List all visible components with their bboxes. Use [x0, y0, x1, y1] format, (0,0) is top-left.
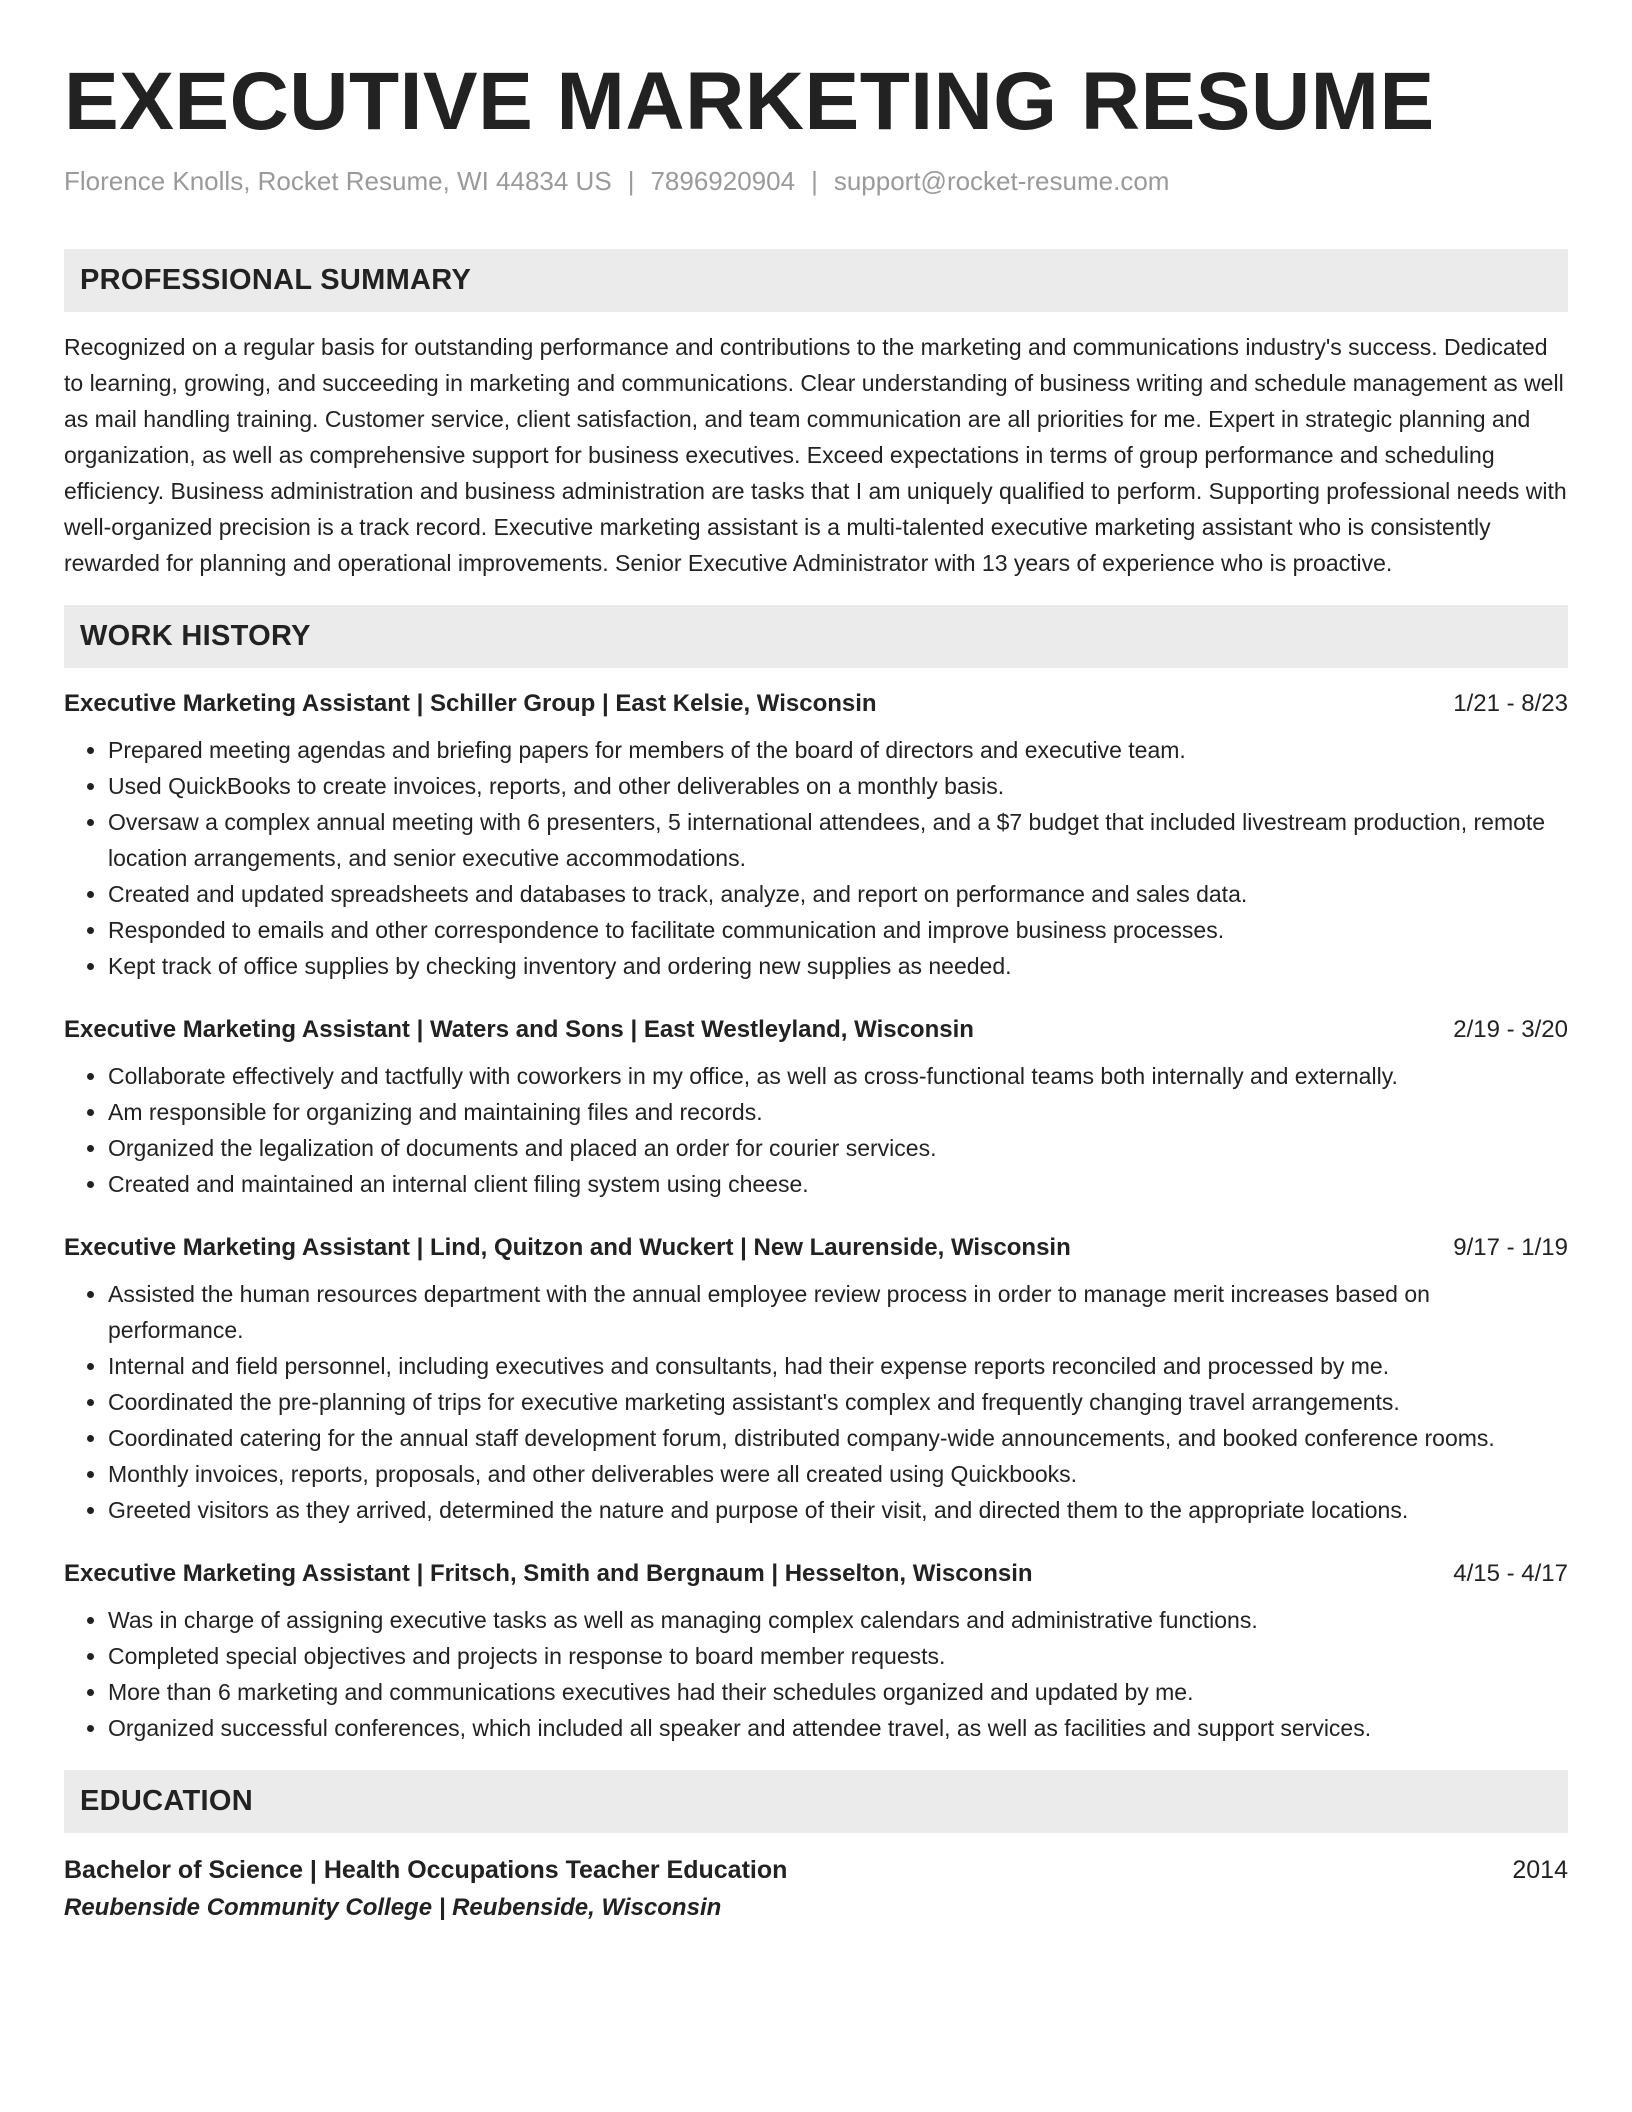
job-bullets: [64, 1602, 1568, 1746]
contact-separator: |: [627, 166, 635, 196]
job-bullet: • Was in charge of assigning executive tasks as well as managing complex calendars and administrative functions.: [108, 1602, 1568, 1638]
job-bullet: • Monthly invoices, reports, proposals, and other deliverables were all created using Quickbooks.: [108, 1456, 1568, 1492]
job-bullet: • Used QuickBooks to create invoices, reports, and other deliverables on a monthly basis.: [108, 768, 1568, 804]
contact-address: Florence Knolls, Rocket Resume, WI 44834 US: [64, 166, 612, 196]
job-entry: [64, 688, 1568, 984]
work-section-heading: WORK HISTORY: [64, 605, 1568, 668]
job-bullet: • More than 6 marketing and communications executives had their schedules organized and updated by me.: [108, 1674, 1568, 1710]
job-bullet: • Created and maintained an internal client filing system using cheese.: [108, 1166, 1568, 1202]
job-bullets: [64, 1058, 1568, 1202]
education-year: 2014: [1512, 1856, 1568, 1884]
job-header: [64, 1232, 1568, 1264]
job-bullet: • Kept track of office supplies by checking inventory and ordering new supplies as needed.: [108, 948, 1568, 984]
job-entry: [64, 1232, 1568, 1528]
job-title: Executive Marketing Assistant | Schiller Group | East Kelsie, Wisconsin: [64, 690, 877, 717]
job-title: Executive Marketing Assistant | Waters and Sons | East Westleyland, Wisconsin: [64, 1016, 974, 1043]
page-title: EXECUTIVE MARKETING RESUME: [64, 56, 1435, 147]
job-bullets: [64, 732, 1568, 984]
job-title: Executive Marketing Assistant | Lind, Quitzon and Wuckert | New Laurenside, Wisconsin: [64, 1234, 1071, 1261]
job-dates: 1/21 - 8/23: [1453, 690, 1568, 717]
contact-separator: |: [811, 166, 818, 196]
contact-phone: 7896920904: [650, 166, 796, 196]
job-bullet: • Organized the legalization of documents and placed an order for courier services.: [108, 1130, 1568, 1166]
job-bullet: • Organized successful conferences, which included all speaker and attendee travel, as well as facilities and support services.: [108, 1710, 1568, 1746]
job-dates: 2/19 - 3/20: [1453, 1016, 1568, 1043]
job-bullet: • Greeted visitors as they arrived, determined the nature and purpose of their visit, and directed them to the appropriate locations.: [108, 1492, 1568, 1528]
job-bullet: • Collaborate effectively and tactfully with coworkers in my office, as well as cross-functional teams both internally and externally.: [108, 1058, 1568, 1094]
job-dates: 9/17 - 1/19: [1453, 1234, 1568, 1261]
job-bullet: • Assisted the human resources department with the annual employee review process in order to manage merit increases based on performance.: [108, 1276, 1568, 1348]
job-entry: [64, 1014, 1568, 1202]
job-title: Executive Marketing Assistant | Fritsch, Smith and Bergnaum | Hesselton, Wisconsin: [64, 1560, 1033, 1587]
job-header: [64, 1014, 1568, 1046]
education-school: Reubenside Community College | Reubenside, Wisconsin: [64, 1894, 722, 1921]
contact-email: support@rocket-resume.com: [833, 166, 1170, 196]
job-entry: [64, 1558, 1568, 1746]
job-bullet: • Created and updated spreadsheets and databases to track, analyze, and report on performance and sales data.: [108, 876, 1568, 912]
job-bullet: • Completed special objectives and projects in response to board member requests.: [108, 1638, 1568, 1674]
job-bullet: • Coordinated catering for the annual staff development forum, distributed company-wide announcements, and booked conference rooms.: [108, 1420, 1568, 1456]
job-bullet: • Oversaw a complex annual meeting with 6 presenters, 5 international attendees, and a $7 budget that included livestream production, remote location arrangements, and senior executive accommodations.: [108, 804, 1568, 876]
education-section-heading: EDUCATION: [64, 1770, 1568, 1833]
job-dates: 4/15 - 4/17: [1453, 1560, 1568, 1587]
summary-section-heading: PROFESSIONAL SUMMARY: [64, 249, 1568, 312]
job-header: [64, 1558, 1568, 1590]
job-bullets: [64, 1276, 1568, 1528]
job-bullet: • Internal and field personnel, including executives and consultants, had their expense reports reconciled and processed by me.: [108, 1348, 1568, 1384]
summary-text: Recognized on a regular basis for outstanding performance and contributions to the marketing and communications industry's success. Dedicated to learning, growing, and succeeding in marketing and communications. Clear understanding of business writing and schedule management as well as mail handling training. Customer service, client satisfaction, and team communication are all priorities for me. Expert in strategic planning and organization, as well as comprehensive support for business executives. Exceed expectations in terms of group performance and scheduling efficiency. Business administration and business administration are tasks that I am uniquely qualified to perform. Supporting professional needs with well-organized precision is a track record. Executive marketing assistant is a multi-talented executive marketing assistant who is consistently rewarded for planning and operational improvements. Senior Executive Administrator with 13 years of experience who is proactive.: [64, 334, 1567, 576]
job-header: [64, 688, 1568, 720]
education-header: [64, 1853, 1568, 1887]
job-bullet: • Responded to emails and other correspondence to facilitate communication and improve business processes.: [108, 912, 1568, 948]
job-bullet: • Prepared meeting agendas and briefing papers for members of the board of directors and executive team.: [108, 732, 1568, 768]
education-degree: Bachelor of Science | Health Occupations Teacher Education: [64, 1856, 788, 1884]
resume-page: [64, 52, 1568, 1925]
contact-line: [64, 164, 1568, 198]
job-bullet: • Coordinated the pre-planning of trips for executive marketing assistant's complex and frequently changing travel arrangements.: [108, 1384, 1568, 1420]
job-bullet: • Am responsible for organizing and maintaining files and records.: [108, 1094, 1568, 1130]
